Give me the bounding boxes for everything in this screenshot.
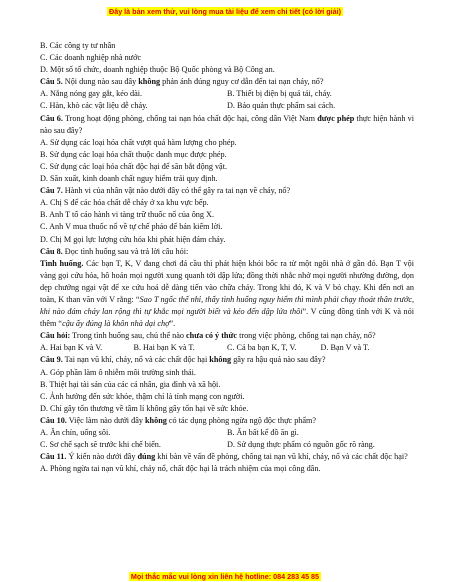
question-6: Câu 6. Trong hoạt động phòng, chống tai nạn hóa chất độc hại, công dân Việt Nam được phép thực hiện hành vi nào sau đây? (40, 113, 414, 135)
option-a: A. Phòng ngừa tai nạn vũ khí, cháy nổ, chất độc hại là trách nhiệm của mọi công dân. (40, 464, 321, 474)
question-label: Câu 7. (40, 186, 63, 196)
emphasis-keyword: được phép (317, 113, 355, 123)
question-label: Câu 8. (40, 246, 63, 256)
option-d: D. Chị M gọi lực lượng cứu hỏa khi phát hiện đám cháy. (40, 234, 226, 244)
option-b: B. Thiết bị điện bị quá tải, cháy. (227, 89, 332, 99)
situation-paragraph: Tình huống. Các bạn T, K, V đang chơi đá cầu thì phát hiện khói bốc ra từ một ngôi nhà ở gần đó. Bạn T vội vàng gọi cứu hỏa, hô hoán mọi người xung quanh tới dập lửa; đồng thời nhắc nhở mọi người nhường đường, dọn dẹp chướng ngại vật để xe cứu hoả dễ dàng tiến vào chữa cháy. Trong khi đó, K và V bỏ chạy. Khi đến nơi an toàn, K than vãn với V rằng: “Sao T ngốc thế nhỉ, thấy tình huống nguy hiểm thì mình phải chạy thoát thân trước, khi nào đám cháy lan rộng thì tự khắc mọi người biết và kéo đến dập lửa thôi”. V cũng đồng tình với K và nói thêm “cậu ấy đúng là khôn nhà dại chợ”. (40, 258, 415, 329)
options-row (40, 439, 414, 451)
option-a: A. Chị S để các hóa chất dễ cháy ở xa khu vực bếp. (40, 198, 209, 208)
question-label: Câu 10. (40, 415, 67, 425)
situation-label: Tình huống. (40, 258, 84, 268)
emphasis-keyword: không (138, 77, 161, 87)
question-label: Câu 5. (40, 77, 63, 87)
option-d: D. Bảo quản thực phẩm sai cách. (227, 101, 336, 111)
question-7: Câu 7. Hành vi của nhân vật nào dưới đây có thể gây ra tai nạn về cháy, nổ? (40, 186, 291, 196)
option-c: C. Sơ chế sạch sẽ trước khi chế biến. (40, 440, 161, 450)
emphasis-keyword: không (145, 415, 167, 425)
option-a: A. Góp phần làm ô nhiễm môi trường sinh thái. (40, 367, 196, 377)
options-row (40, 88, 414, 100)
option-d: D. Sử dụng thực phẩm có nguồn gốc rõ ràng. (227, 440, 375, 450)
option-b: B. Hai bạn K và T. (133, 343, 195, 353)
sub-question: Câu hỏi: Trong tình huống sau, chủ thể nào chưa có ý thức trong việc phòng, chống tai nạn cháy, nổ? (40, 331, 376, 341)
option-a: A. Hai bạn K và V. (40, 343, 103, 353)
question-5: Câu 5. Nội dung nào sau đây không phản ánh đúng nguy cơ dẫn đến tai nạn cháy, nổ? (40, 77, 324, 87)
preview-notice-text: Đây là bản xem thử, vui lòng mua tài liệu để xem chi tiết (có lời giải) (109, 7, 341, 16)
question-10: Câu 10. Việc làm nào dưới đây không có tác dụng phòng ngừa ngộ độc thực phẩm? (40, 415, 317, 425)
option-c: C. Cả ba bạn K, T, V. (227, 343, 297, 353)
option-d: D. Bạn V và T. (320, 343, 370, 353)
option-b: B. Ăn bất kể đồ ăn gì. (227, 428, 299, 437)
option-b: B. Thiệt hại tài sản của các cá nhân, gia đình và xã hội. (40, 379, 221, 389)
option-c: C. Sử dụng các loại hóa chất độc hại để săn bắt động vật. (40, 161, 228, 171)
option-c: C. Ảnh hưởng đến sức khỏe, thậm chí là tính mạng con người. (40, 391, 245, 401)
options-row (40, 100, 414, 112)
preview-notice-banner (0, 7, 450, 16)
question-11: Câu 11. Ý kiến nào dưới đây đúng khi bàn về vấn đề phòng, chống tai nạn vũ khí, cháy, nổ và các chất độc hại? (40, 452, 408, 462)
emphasis-keyword: đúng (137, 452, 156, 462)
hotline-text: Mọi thắc mắc vui lòng xin liên hệ hotline: 084 283 45 85 (130, 572, 320, 581)
option-a: A. Nắng nóng gay gắt, kéo dài. (40, 89, 143, 99)
option-d: D. Chỉ gây tổn thương về tâm lí không gây tổn hại về sức khỏe. (40, 403, 249, 413)
option-line: C. Các doanh nghiệp nhà nước (40, 53, 142, 63)
option-a: A. Ăn chín, uống sôi. (40, 428, 111, 437)
question-label: Câu 6. (40, 113, 63, 123)
question-9: Câu 9. Tai nạn vũ khí, cháy, nổ và các chất độc hại không gây ra hậu quả nào sau đây? (40, 355, 326, 365)
question-8: Câu 8. Đọc tình huống sau và trả lời câu hỏi: (40, 246, 189, 256)
options-row (40, 427, 414, 439)
emphasis-keyword: không (209, 355, 232, 365)
situation-quote: cậu ấy đúng là khôn nhà dại chợ (62, 319, 170, 329)
situation-quote: Sao T ngốc thế nhỉ, thấy tình huống nguy hiểm thì mình phải chạy thoát thân trước, khi nào đám cháy lan rộng thì tự khắc mọi người biết và kéo đến dập lửa thôi (40, 294, 415, 317)
options-row (40, 342, 414, 354)
hotline-banner (0, 572, 450, 581)
option-c: C. Hàn, khò các vật liệu dễ cháy. (40, 101, 148, 111)
option-d: D. Săn xuất, kinh doanh chất nguy hiểm trái quy định. (40, 174, 218, 184)
option-b: B. Sử dụng các loại hóa chất thuộc danh mục được phép. (40, 149, 227, 159)
emphasis-keyword: chưa có ý thức (186, 331, 238, 341)
option-line: D. Một số tổ chức, doanh nghiệp thuộc Bộ Quốc phòng và Bộ Công an. (40, 65, 275, 75)
question-label: Câu 11. (40, 452, 67, 462)
option-c: C. Anh V mua thuốc nổ về tự chế pháo để bán kiếm lời. (40, 222, 223, 232)
option-b: B. Anh T tố cáo hành vi tàng trữ thuốc nổ của ông X. (40, 210, 214, 220)
option-line: B. Các công ty tư nhân (40, 41, 116, 50)
document-body (40, 40, 414, 475)
option-a: A. Sử dụng các loại hóa chất vượt quá hàm lượng cho phép. (40, 137, 237, 147)
question-label: Câu 9. (40, 355, 63, 365)
sub-question-label: Câu hỏi: (40, 331, 71, 341)
